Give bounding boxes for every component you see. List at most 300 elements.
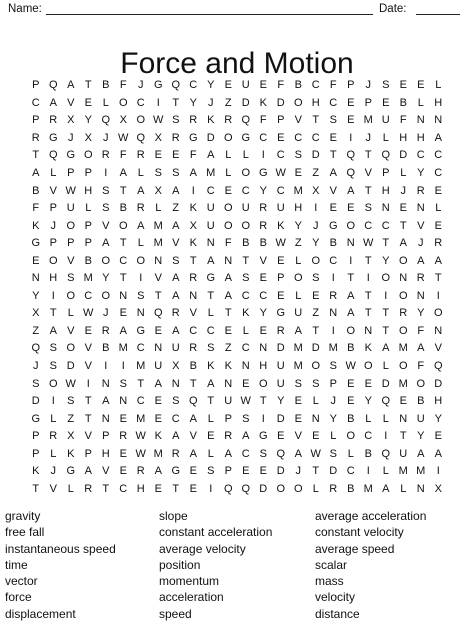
grid-letter[interactable]: B [347,342,355,355]
grid-letter[interactable]: C [189,79,198,92]
grid-letter[interactable]: O [258,377,268,390]
grid-letter[interactable]: S [312,272,320,285]
grid-letter[interactable]: O [66,289,76,302]
grid-letter[interactable]: L [417,96,424,109]
grid-letter[interactable]: I [104,167,108,179]
grid-letter[interactable]: X [67,430,75,443]
grid-letter[interactable]: L [50,167,57,179]
grid-letter[interactable]: I [366,465,370,478]
grid-letter[interactable]: J [208,96,214,109]
grid-letter[interactable]: Z [67,412,75,425]
grid-letter[interactable]: D [276,412,285,425]
grid-letter[interactable]: T [224,307,232,320]
grid-letter[interactable]: L [295,289,302,302]
grid-letter[interactable]: T [84,412,92,425]
grid-letter[interactable]: K [224,360,232,373]
grid-letter[interactable]: H [434,395,443,408]
grid-letter[interactable]: B [242,237,250,250]
grid-letter[interactable]: E [224,79,232,92]
grid-letter[interactable]: C [311,131,320,144]
grid-letter[interactable]: P [84,237,92,250]
grid-letter[interactable]: C [329,254,338,267]
grid-letter[interactable]: H [101,447,110,460]
grid-letter[interactable]: L [382,360,389,373]
grid-letter[interactable]: R [329,482,338,495]
grid-letter[interactable]: E [242,377,250,390]
grid-letter[interactable]: T [242,254,250,267]
grid-letter[interactable]: O [346,219,356,232]
grid-letter[interactable]: I [121,360,125,373]
grid-letter[interactable]: D [241,96,250,109]
grid-letter[interactable]: C [241,289,250,302]
grid-letter[interactable]: B [399,96,407,109]
grid-letter[interactable]: D [66,360,75,373]
grid-letter[interactable]: F [417,324,425,337]
grid-letter[interactable]: A [189,412,197,425]
grid-letter[interactable]: S [364,202,372,215]
grid-letter[interactable]: R [416,184,425,197]
grid-letter[interactable]: I [51,289,55,302]
grid-letter[interactable]: N [346,237,355,250]
grid-letter[interactable]: L [382,465,389,478]
grid-letter[interactable]: E [347,202,355,215]
grid-letter[interactable]: T [364,184,372,197]
grid-letter[interactable]: T [382,237,390,250]
grid-letter[interactable]: T [399,219,407,232]
grid-letter[interactable]: O [223,202,233,215]
grid-letter[interactable]: R [224,430,233,443]
grid-letter[interactable]: E [434,430,442,443]
grid-letter[interactable]: D [434,377,443,390]
grid-letter[interactable]: V [434,342,442,355]
grid-letter[interactable]: A [154,465,162,478]
grid-letter[interactable]: U [416,412,425,425]
grid-letter[interactable]: R [84,482,93,495]
grid-letter[interactable]: R [136,465,145,478]
grid-letter[interactable]: O [293,96,303,109]
grid-letter[interactable]: P [277,272,285,285]
grid-letter[interactable]: Z [32,324,40,337]
grid-letter[interactable]: O [398,289,408,302]
grid-letter[interactable]: O [276,482,286,495]
grid-letter[interactable]: Y [329,412,337,425]
grid-letter[interactable]: S [154,167,162,179]
grid-letter[interactable]: A [32,167,40,179]
grid-letter[interactable]: N [224,377,233,390]
grid-letter[interactable]: Z [224,342,232,355]
grid-letter[interactable]: O [381,272,391,285]
grid-letter[interactable]: R [259,202,268,215]
grid-letter[interactable]: O [241,219,251,232]
grid-letter[interactable]: U [206,219,215,232]
grid-letter[interactable]: Q [31,342,41,355]
grid-letter[interactable]: W [65,377,76,390]
grid-letter[interactable]: T [189,254,197,267]
grid-letter[interactable]: N [381,202,390,215]
grid-letter[interactable]: B [102,342,110,355]
grid-letter[interactable]: A [207,377,215,390]
grid-letter[interactable]: N [416,114,425,127]
grid-letter[interactable]: N [434,324,443,337]
grid-letter[interactable]: W [153,114,164,127]
grid-letter[interactable]: L [330,430,337,443]
grid-letter[interactable]: E [277,131,285,144]
grid-letter[interactable]: Y [32,289,40,302]
grid-letter[interactable]: T [312,324,320,337]
grid-letter[interactable]: L [242,149,249,162]
grid-letter[interactable]: E [154,395,162,408]
grid-letter[interactable]: E [312,430,320,443]
grid-letter[interactable]: S [102,202,110,215]
grid-letter[interactable]: L [400,167,407,179]
grid-letter[interactable]: K [242,307,250,320]
grid-letter[interactable]: V [189,430,197,443]
grid-letter[interactable]: G [258,167,268,179]
grid-letter[interactable]: E [259,324,267,337]
grid-letter[interactable]: M [293,360,303,373]
grid-letter[interactable]: M [83,272,93,285]
grid-letter[interactable]: E [294,412,302,425]
grid-letter[interactable]: W [118,131,129,144]
grid-letter[interactable]: P [224,465,232,478]
grid-letter[interactable]: E [277,430,285,443]
grid-letter[interactable]: R [189,342,198,355]
grid-letter[interactable]: F [224,237,232,250]
grid-letter[interactable]: R [416,272,425,285]
grid-letter[interactable]: C [119,254,128,267]
grid-letter[interactable]: Q [223,482,233,495]
grid-letter[interactable]: N [101,412,110,425]
grid-letter[interactable]: E [347,96,355,109]
grid-letter[interactable]: O [83,149,93,162]
grid-letter[interactable]: Z [312,167,320,179]
grid-letter[interactable]: I [156,96,160,109]
grid-letter[interactable]: K [189,202,197,215]
grid-letter[interactable]: A [294,447,302,460]
grid-letter[interactable]: Z [224,96,232,109]
grid-letter[interactable]: T [382,324,390,337]
date-field[interactable] [416,14,460,15]
grid-letter[interactable]: V [294,430,302,443]
grid-letter[interactable]: O [136,114,146,127]
grid-letter[interactable]: U [399,447,408,460]
grid-letter[interactable]: N [364,324,373,337]
grid-letter[interactable]: W [310,447,321,460]
grid-letter[interactable]: H [136,482,145,495]
grid-letter[interactable]: Y [417,307,425,320]
grid-letter[interactable]: X [189,219,197,232]
grid-letter[interactable]: K [277,219,285,232]
grid-letter[interactable]: A [329,167,337,179]
grid-letter[interactable]: I [436,289,440,302]
grid-letter[interactable]: O [136,254,146,267]
grid-letter[interactable]: F [277,79,285,92]
grid-letter[interactable]: F [329,79,337,92]
grid-letter[interactable]: F [259,114,267,127]
grid-letter[interactable]: O [363,360,373,373]
grid-letter[interactable]: K [189,237,197,250]
grid-letter[interactable]: A [434,447,442,460]
grid-letter[interactable]: R [399,307,408,320]
grid-letter[interactable]: P [224,412,232,425]
grid-letter[interactable]: D [399,149,408,162]
grid-letter[interactable]: J [400,184,406,197]
grid-letter[interactable]: P [102,430,110,443]
grid-letter[interactable]: S [312,377,320,390]
grid-letter[interactable]: L [312,482,319,495]
grid-letter[interactable]: V [102,219,110,232]
grid-letter[interactable]: C [381,219,390,232]
grid-letter[interactable]: E [347,395,355,408]
grid-letter[interactable]: Q [381,149,391,162]
grid-letter[interactable]: R [101,324,110,337]
grid-letter[interactable]: T [207,395,215,408]
grid-letter[interactable]: Q [48,149,58,162]
grid-letter[interactable]: S [172,254,180,267]
grid-letter[interactable]: U [206,202,215,215]
grid-letter[interactable]: Z [172,202,180,215]
grid-letter[interactable]: J [295,465,301,478]
grid-letter[interactable]: S [119,377,127,390]
grid-letter[interactable]: L [50,412,57,425]
grid-letter[interactable]: W [275,167,286,179]
grid-letter[interactable]: F [399,114,407,127]
grid-letter[interactable]: C [364,219,373,232]
grid-letter[interactable]: L [347,447,354,460]
grid-letter[interactable]: H [434,96,443,109]
grid-letter[interactable]: S [172,395,180,408]
grid-letter[interactable]: E [189,465,197,478]
grid-letter[interactable]: C [364,430,373,443]
grid-letter[interactable]: M [206,167,216,179]
grid-letter[interactable]: F [119,149,127,162]
grid-letter[interactable]: L [225,167,232,179]
grid-letter[interactable]: W [83,307,94,320]
grid-letter[interactable]: I [349,131,353,144]
grid-letter[interactable]: I [314,202,318,215]
grid-letter[interactable]: S [49,342,57,355]
grid-letter[interactable]: A [137,219,145,232]
grid-letter[interactable]: T [399,430,407,443]
grid-letter[interactable]: A [84,465,92,478]
grid-letter[interactable]: E [84,96,92,109]
grid-letter[interactable]: P [347,79,355,92]
grid-letter[interactable]: L [155,202,162,215]
grid-letter[interactable]: O [101,289,111,302]
grid-letter[interactable]: Y [84,114,92,127]
grid-letter[interactable]: T [172,482,180,495]
grid-letter[interactable]: T [189,377,197,390]
grid-letter[interactable]: T [364,149,372,162]
grid-letter[interactable]: I [436,465,440,478]
grid-letter[interactable]: N [399,412,408,425]
grid-letter[interactable]: V [154,272,162,285]
grid-letter[interactable]: A [242,430,250,443]
grid-letter[interactable]: C [206,324,215,337]
grid-letter[interactable]: O [346,324,356,337]
grid-letter[interactable]: C [136,395,145,408]
grid-letter[interactable]: N [136,307,145,320]
grid-letter[interactable]: V [67,324,75,337]
grid-letter[interactable]: C [259,131,268,144]
grid-letter[interactable]: M [153,447,163,460]
grid-letter[interactable]: T [32,149,40,162]
grid-letter[interactable]: T [347,272,355,285]
grid-letter[interactable]: L [400,482,407,495]
grid-letter[interactable]: L [50,447,57,460]
grid-letter[interactable]: G [48,131,58,144]
grid-letter[interactable]: A [172,272,180,285]
grid-letter[interactable]: V [364,167,372,179]
grid-letter[interactable]: A [347,184,355,197]
grid-letter[interactable]: V [172,237,180,250]
grid-letter[interactable]: J [50,465,56,478]
grid-letter[interactable]: R [434,237,443,250]
grid-letter[interactable]: M [416,465,426,478]
grid-letter[interactable]: O [311,254,321,267]
grid-letter[interactable]: B [347,482,355,495]
grid-letter[interactable]: M [118,342,128,355]
grid-letter[interactable]: R [171,307,180,320]
grid-letter[interactable]: M [293,342,303,355]
grid-letter[interactable]: I [86,377,90,390]
grid-letter[interactable]: E [154,482,162,495]
grid-letter[interactable]: A [137,184,145,197]
grid-letter[interactable]: S [294,149,302,162]
grid-letter[interactable]: U [241,202,250,215]
grid-letter[interactable]: A [434,131,442,144]
grid-letter[interactable]: S [242,412,250,425]
grid-letter[interactable]: C [241,447,250,460]
grid-letter[interactable]: I [384,430,388,443]
grid-letter[interactable]: L [102,96,109,109]
grid-letter[interactable]: R [119,430,128,443]
grid-letter[interactable]: V [102,465,110,478]
grid-letter[interactable]: I [209,482,213,495]
grid-letter[interactable]: U [381,114,390,127]
grid-letter[interactable]: A [417,254,425,267]
grid-letter[interactable]: F [417,360,425,373]
grid-letter[interactable]: E [277,289,285,302]
grid-letter[interactable]: S [329,447,337,460]
grid-letter[interactable]: S [329,114,337,127]
grid-letter[interactable]: A [207,254,215,267]
grid-letter[interactable]: X [172,360,180,373]
grid-letter[interactable]: P [382,167,390,179]
grid-letter[interactable]: J [365,79,371,92]
grid-letter[interactable]: S [207,342,215,355]
grid-letter[interactable]: U [276,202,285,215]
grid-letter[interactable]: Q [188,395,198,408]
grid-letter[interactable]: O [433,307,443,320]
grid-letter[interactable]: U [224,395,233,408]
grid-letter[interactable]: B [189,360,197,373]
grid-letter[interactable]: G [136,324,146,337]
grid-letter[interactable]: M [293,184,303,197]
grid-letter[interactable]: M [136,412,146,425]
grid-letter[interactable]: W [363,237,374,250]
grid-letter[interactable]: E [119,447,127,460]
grid-letter[interactable]: E [329,131,337,144]
grid-letter[interactable]: H [84,184,93,197]
grid-letter[interactable]: J [33,360,39,373]
grid-letter[interactable]: Y [277,395,285,408]
grid-letter[interactable]: T [154,289,162,302]
grid-letter[interactable]: L [137,167,144,179]
grid-letter[interactable]: X [154,184,162,197]
grid-letter[interactable]: P [32,447,40,460]
grid-letter[interactable]: O [398,324,408,337]
grid-letter[interactable]: P [49,202,57,215]
grid-letter[interactable]: W [275,237,286,250]
grid-letter[interactable]: U [241,79,250,92]
grid-letter[interactable]: O [118,219,128,232]
grid-letter[interactable]: I [331,324,335,337]
grid-letter[interactable]: T [119,184,127,197]
grid-letter[interactable]: N [171,377,180,390]
grid-letter[interactable]: M [328,342,338,355]
grid-letter[interactable]: E [434,184,442,197]
grid-letter[interactable]: I [261,149,265,162]
grid-letter[interactable]: E [329,202,337,215]
grid-letter[interactable]: B [102,79,110,92]
grid-letter[interactable]: R [224,114,233,127]
grid-letter[interactable]: T [364,307,372,320]
grid-letter[interactable]: L [242,324,249,337]
grid-letter[interactable]: A [172,184,180,197]
grid-letter[interactable]: C [136,342,145,355]
grid-letter[interactable]: I [331,272,335,285]
grid-letter[interactable]: T [364,254,372,267]
grid-letter[interactable]: V [259,254,267,267]
grid-letter[interactable]: Q [381,395,391,408]
grid-letter[interactable]: T [84,79,92,92]
grid-letter[interactable]: Q [276,447,286,460]
grid-letter[interactable]: K [364,342,372,355]
grid-letter[interactable]: G [66,149,76,162]
grid-letter[interactable]: L [435,202,442,215]
grid-letter[interactable]: I [139,272,143,285]
grid-letter[interactable]: C [119,482,128,495]
grid-letter[interactable]: V [49,482,57,495]
grid-letter[interactable]: E [399,202,407,215]
grid-letter[interactable]: A [154,377,162,390]
grid-letter[interactable]: L [382,131,389,144]
grid-letter[interactable]: C [416,149,425,162]
grid-letter[interactable]: L [435,79,442,92]
grid-letter[interactable]: T [84,395,92,408]
grid-letter[interactable]: Y [417,430,425,443]
grid-letter[interactable]: S [294,377,302,390]
grid-letter[interactable]: E [399,395,407,408]
grid-letter[interactable]: N [154,342,163,355]
grid-letter[interactable]: D [276,342,285,355]
grid-letter[interactable]: G [188,131,198,144]
grid-letter[interactable]: C [136,96,145,109]
grid-letter[interactable]: P [32,430,40,443]
grid-letter[interactable]: A [172,430,180,443]
grid-letter[interactable]: K [207,360,215,373]
grid-letter[interactable]: I [191,184,195,197]
grid-letter[interactable]: O [398,360,408,373]
grid-letter[interactable]: E [242,465,250,478]
grid-letter[interactable]: W [135,447,146,460]
grid-letter[interactable]: N [224,254,233,267]
grid-letter[interactable]: R [259,219,268,232]
grid-letter[interactable]: D [259,482,268,495]
grid-letter[interactable]: C [189,324,198,337]
grid-letter[interactable]: E [119,307,127,320]
